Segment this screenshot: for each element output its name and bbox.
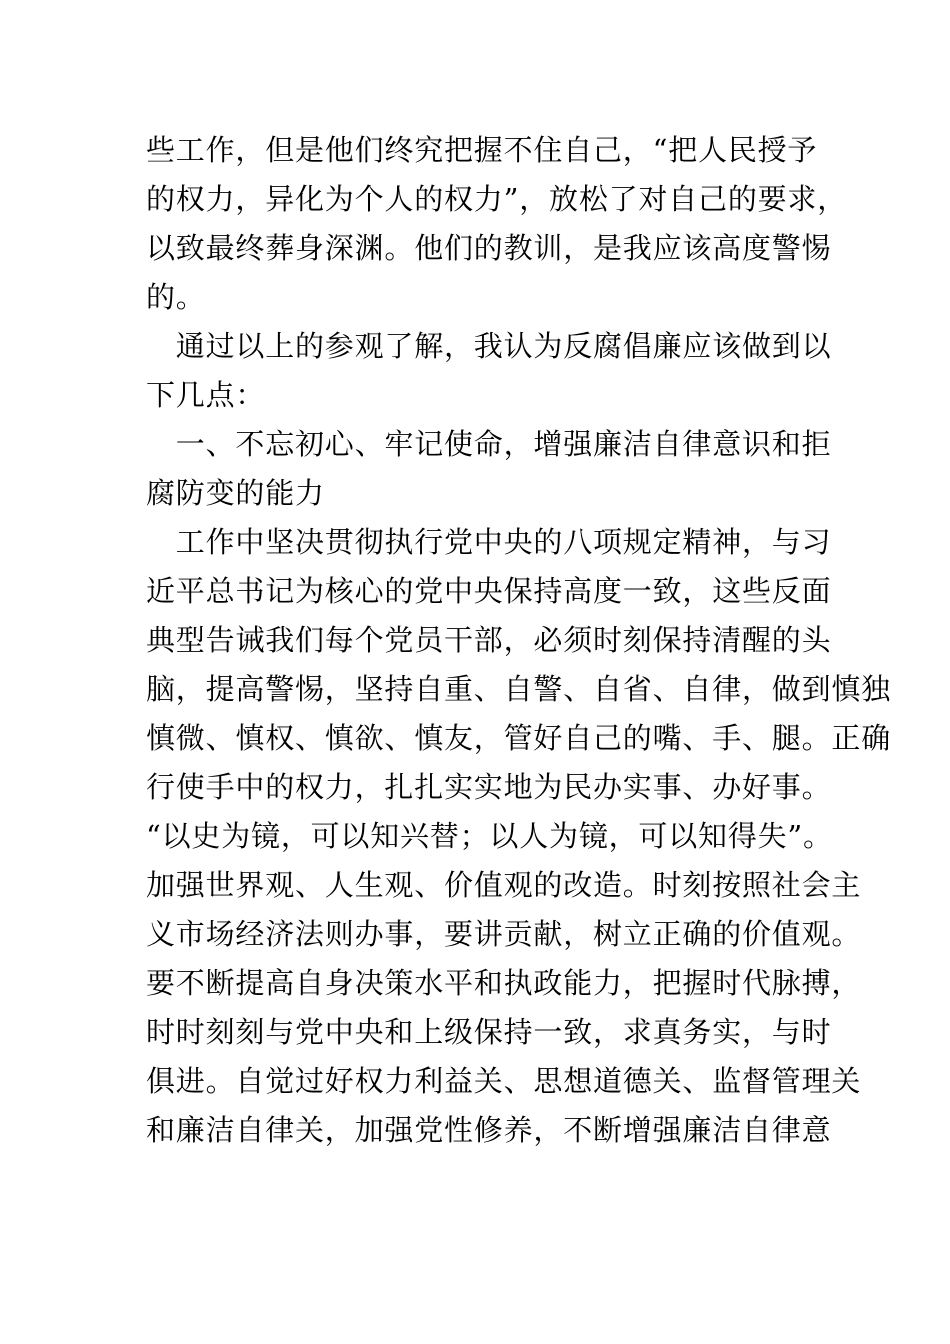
text-line-2: 的权力，异化为个人的权力”，放松了对自己的要求， (146, 182, 848, 216)
text-line-13: 慎微、慎权、慎欲、慎友，管好自己的嘴、手、腿。正确 (146, 721, 892, 755)
section-heading-line-1: 一、不忘初心、牢记使命，增强廉洁自律意识和拒 (146, 427, 832, 461)
text-line-6: 下几点： (146, 378, 266, 412)
text-line-16: 加强世界观、人生观、价值观的改造。时刻按照社会主 (146, 868, 862, 902)
text-line-5: 通过以上的参观了解，我认为反腐倡廉应该做到以 (146, 329, 832, 363)
text-line-9: 工作中坚决贯彻执行党中央的八项规定精神，与习 (146, 525, 832, 559)
text-line-15: “以史为镜，可以知兴替；以人为镜，可以知得失”。 (146, 819, 833, 853)
text-line-11: 典型告诫我们每个党员干部，必须时刻保持清醒的头 (146, 623, 832, 657)
text-line-3: 以致最终葬身深渊。他们的教训，是我应该高度警惕 (146, 231, 832, 265)
text-line-19: 时时刻刻与党中央和上级保持一致，求真务实，与时 (146, 1015, 832, 1049)
text-line-4: 的。 (146, 280, 206, 314)
text-line-20: 俱进。自觉过好权力利益关、思想道德关、监督管理关 (146, 1064, 862, 1098)
text-line-1: 些工作，但是他们终究把握不住自己，“把人民授予 (146, 133, 818, 167)
body-text (146, 126, 892, 1155)
text-line-17: 义市场经济法则办事，要讲贡献，树立正确的价值观。 (146, 917, 862, 951)
text-line-14: 行使手中的权力，扎扎实实地为民办实事、办好事。 (146, 770, 832, 804)
text-line-10: 近平总书记为核心的党中央保持高度一致，这些反面 (146, 574, 832, 608)
text-line-18: 要不断提高自身决策水平和执政能力，把握时代脉搏， (146, 966, 862, 1000)
text-line-12: 脑，提高警惕，坚持自重、自警、自省、自律，做到慎独 (146, 672, 892, 706)
section-heading-line-2: 腐防变的能力 (146, 476, 325, 510)
text-line-21: 和廉洁自律关，加强党性修养，不断增强廉洁自律意 (146, 1113, 832, 1147)
